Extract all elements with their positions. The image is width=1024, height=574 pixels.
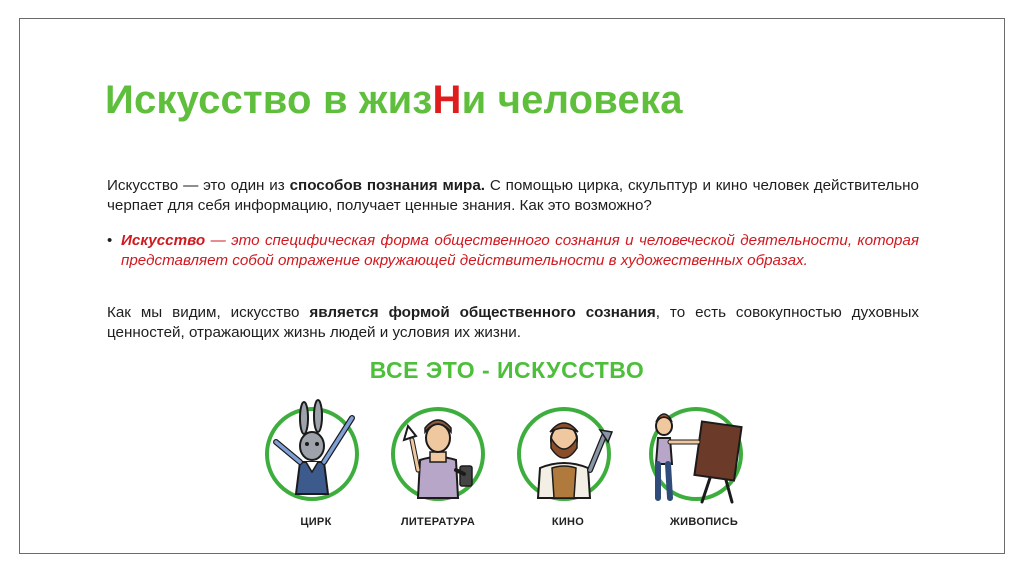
intro-paragraph <box>107 176 919 216</box>
slide-title <box>105 78 683 123</box>
painter-with-easel-icon <box>644 398 764 510</box>
icon-card-literature <box>378 398 498 538</box>
intro-text-a: Искусство — это один из <box>107 177 290 194</box>
circus-performer-icon <box>256 398 376 510</box>
title-highlight-letter: Н <box>432 78 462 122</box>
icon-caption-circus: ЦИРК <box>300 516 332 528</box>
icon-card-painting <box>644 398 764 538</box>
conclusion-paragraph <box>107 303 919 343</box>
conclusion-text-b: , то есть совокупностью духовных ценностей, отражающих жизнь людей и условия их жизни. <box>107 304 919 341</box>
icon-caption-literature: ЛИТЕРАТУРА <box>400 516 476 528</box>
film-director-icon <box>508 398 628 510</box>
intro-text-bold: способов познания мира. <box>289 177 485 194</box>
writer-with-pen-icon <box>378 398 498 510</box>
definition-bullet <box>107 231 919 271</box>
icon-caption-painting: ЖИВОПИСЬ <box>669 516 739 528</box>
definition-body: — это специфическая форма общественного сознания и человеческой деятельности, которая представляет собой отражение окружающей действительности в художественных образах. <box>121 232 919 269</box>
intro-text-b: С помощью цирка, скульптур и кино человек действительно черпает для себя информацию, получает ценные знания. Как это возможно? <box>107 177 919 214</box>
conclusion-text-bold: является формой общественного сознания <box>309 304 656 321</box>
title-part-2: и человека <box>461 78 683 122</box>
banner-heading: ВСЕ ЭТО - ИСКУССТВО <box>369 357 645 383</box>
icon-caption-cinema: КИНО <box>551 516 585 528</box>
title-part-1: Искусство в жиз <box>105 78 433 122</box>
definition-term: Искусство <box>121 232 206 249</box>
icon-card-cinema <box>508 398 628 538</box>
conclusion-text-a: Как мы видим, искусство <box>107 304 310 321</box>
definition-text <box>121 231 919 271</box>
bullet-marker: • <box>107 232 113 249</box>
icon-card-circus <box>256 398 376 538</box>
